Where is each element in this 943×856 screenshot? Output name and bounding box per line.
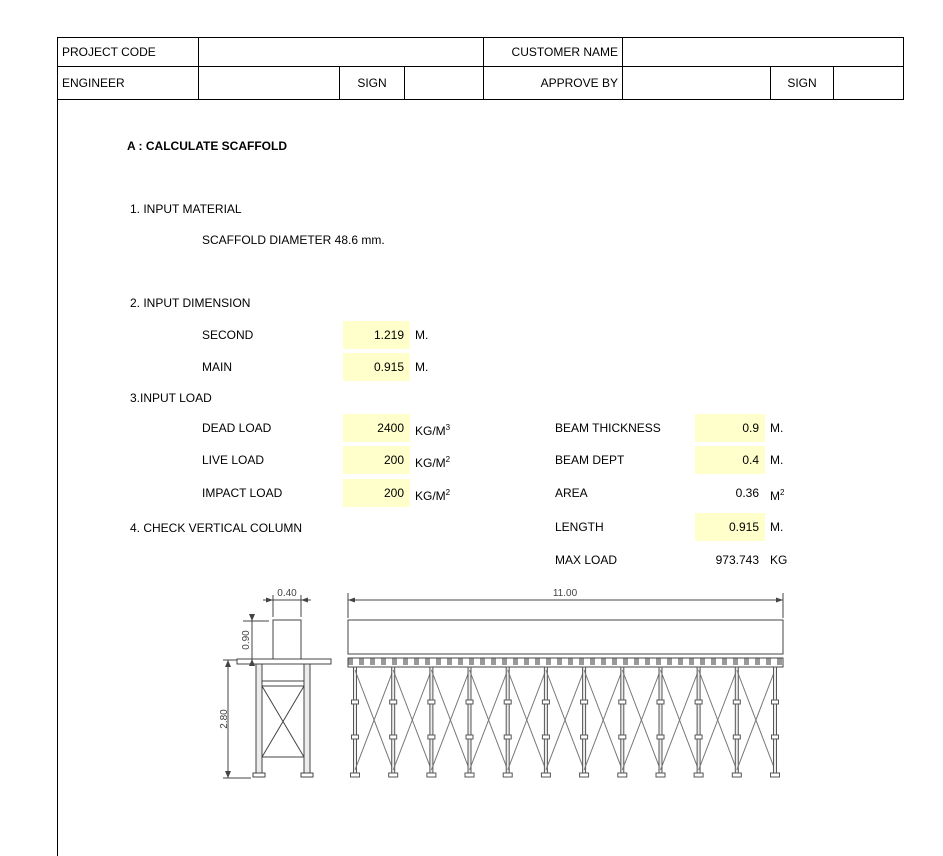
dim-column-height-label: 2.80 [219,709,230,729]
sign-value-cell-right[interactable] [834,67,904,100]
heading-input-dimension: 2. INPUT DIMENSION [130,296,251,310]
page-title: A : CALCULATE SCAFFOLD [127,139,287,153]
approve-by-label: APPROVE BY [484,67,623,100]
second-unit: M. [415,328,429,342]
second-label: SECOND [202,328,254,342]
beam-thickness-value-cell[interactable]: 0.9 [695,414,765,442]
heading-check-vertical-column: 4. CHECK VERTICAL COLUMN [130,521,303,535]
scaffold-diameter-line: SCAFFOLD DIAMETER 48.6 mm. [202,233,385,247]
sign-label-left: SIGN [340,67,405,100]
scaffold-bays [351,667,780,777]
scaffold-drawing [215,585,800,797]
dim-column-height [219,660,251,778]
length-unit: M. [770,520,784,534]
beam-dept-unit: M. [770,453,784,467]
beam-thickness-unit: M. [770,421,784,435]
impact-load-label: IMPACT LOAD [202,486,283,500]
dead-load-value-cell[interactable]: 2400 [343,414,410,442]
area-unit: $M^2$ [770,488,785,503]
live-load-unit: $KG/M^2$ [415,455,451,470]
customer-name-label: CUSTOMER NAME [484,38,623,67]
project-code-label: PROJECT CODE [58,38,199,67]
engineer-label: ENGINEER [58,67,199,100]
dim-span [348,588,783,618]
customer-name-value-cell[interactable] [623,38,904,67]
area-label: AREA [555,486,588,500]
second-value-cell[interactable]: 1.219 [343,321,410,349]
beam-thickness-label: BEAM THICKNESS [555,421,661,435]
live-load-value-cell[interactable]: 200 [343,446,410,474]
max-load-label: MAX LOAD [555,553,618,567]
main-label: MAIN [202,360,232,374]
main-value-cell[interactable]: 0.915 [343,353,410,381]
length-value-cell[interactable]: 0.915 [695,513,765,541]
beam-dept-label: BEAM DEPT [555,453,625,467]
main-unit: M. [415,360,429,374]
dim-beam-width [263,588,311,617]
dead-load-unit: $KG/M^3$ [415,423,451,438]
project-code-value-cell[interactable] [199,38,484,67]
heading-input-material: 1. INPUT MATERIAL [130,202,242,216]
dim-beam-height [241,614,269,666]
sign-value-cell-left[interactable] [405,67,484,100]
max-load-value: 973.743 [715,553,759,567]
dead-load-label: DEAD LOAD [202,421,272,435]
engineer-value-cell[interactable] [199,67,340,100]
header-table [57,37,904,100]
page-left-border [57,99,58,856]
length-label: LENGTH [555,520,604,534]
impact-load-value-cell[interactable]: 200 [343,479,410,507]
dim-beam-height-label: 0.90 [241,630,252,650]
area-value: 0.36 [735,486,759,500]
dim-span-label: 11.00 [552,588,578,599]
heading-input-load: 3.INPUT LOAD [130,391,212,405]
beam-elevation [348,620,783,667]
live-load-label: LIVE LOAD [202,453,265,467]
approve-by-value-cell[interactable] [623,67,771,100]
sign-label-right: SIGN [771,67,834,100]
dim-beam-width-label: 0.40 [277,588,297,599]
impact-load-unit: $KG/M^2$ [415,488,451,503]
max-load-unit: KG [770,553,788,567]
beam-dept-value-cell[interactable]: 0.4 [695,446,765,474]
